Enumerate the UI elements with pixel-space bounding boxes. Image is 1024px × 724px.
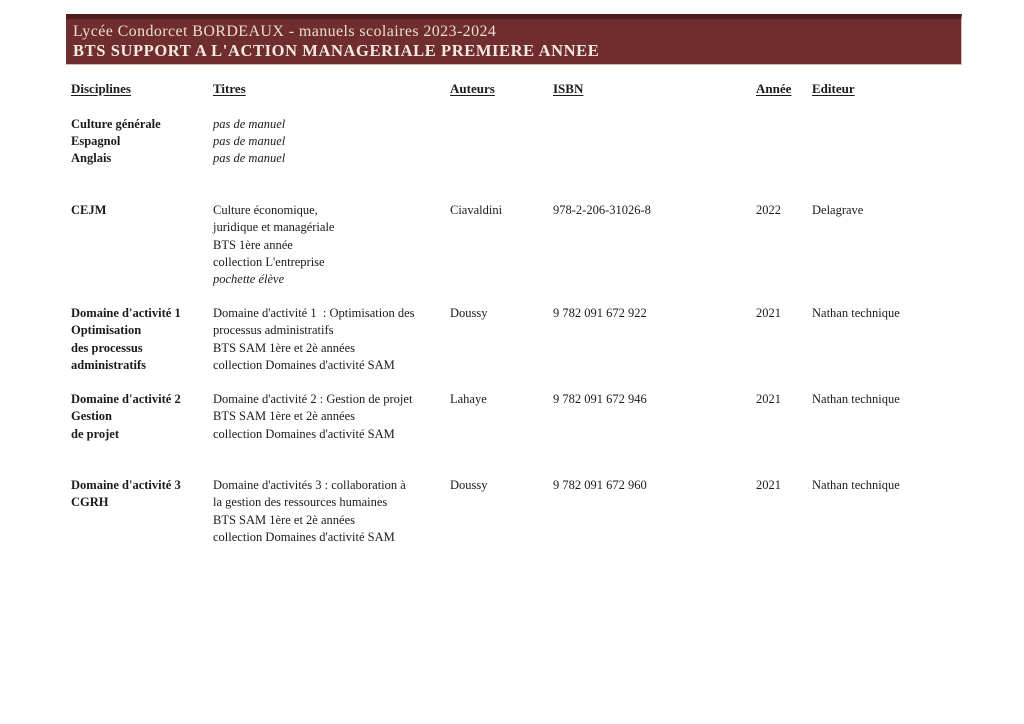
table-row [0, 150, 1024, 167]
year-cell [756, 116, 812, 133]
isbn-cell [553, 116, 756, 133]
publisher-cell [812, 133, 1024, 150]
author-cell [450, 133, 553, 150]
publisher-cell: Delagrave [812, 203, 864, 217]
table-row [0, 116, 1024, 133]
isbn-cell [553, 150, 756, 167]
publisher-cell: Nathan technique [812, 306, 900, 320]
discipline-cell: CEJM [71, 203, 107, 217]
table-row [0, 391, 1024, 443]
header-banner [66, 14, 962, 65]
discipline-cell: Domaine d'activité 2 Gestion de projet [71, 392, 181, 441]
year-cell [756, 133, 812, 150]
title-cell: Domaine d'activité 1 : Optimisation des processus administratifs BTS SAM 1ère et 2è années collection Domaines d'activité SAM [213, 306, 415, 372]
column-header-disciplines: Disciplines [71, 81, 131, 96]
isbn-cell: 9 782 091 672 946 [553, 392, 647, 406]
column-header-auteurs: Auteurs [450, 81, 495, 96]
author-cell: Lahaye [450, 392, 487, 406]
isbn-cell [553, 133, 756, 150]
column-header-titres: Titres [213, 81, 246, 96]
author-cell: Doussy [450, 478, 488, 492]
discipline-cell: Domaine d'activité 1 Optimisation des processus administratifs [71, 306, 181, 372]
author-cell: Ciavaldini [450, 203, 503, 217]
title-cell: Domaine d'activité 2 : Gestion de projet BTS SAM 1ère et 2è années collection Domaines d'activité SAM [213, 392, 413, 441]
year-cell: 2021 [756, 392, 781, 406]
table-row [0, 305, 1024, 374]
title-cell: Culture économique, juridique et managériale BTS 1ère année collection L'entreprise pochette élève [213, 203, 335, 287]
discipline-cell: Culture générale [71, 117, 161, 131]
isbn-cell: 9 782 091 672 922 [553, 306, 647, 320]
column-header-isbn: ISBN [553, 81, 584, 96]
discipline-cell: Anglais [71, 151, 112, 165]
title-cell: pas de manuel [213, 134, 286, 148]
school-title: Lycée Condorcet BORDEAUX - manuels scolaires 2023-2024 [73, 23, 497, 40]
publisher-cell [812, 150, 1024, 167]
publisher-cell: Nathan technique [812, 392, 900, 406]
year-cell: 2021 [756, 478, 781, 492]
table-row [0, 477, 1024, 546]
discipline-cell: Espagnol [71, 134, 121, 148]
table-row [0, 133, 1024, 150]
author-cell [450, 150, 553, 167]
discipline-cell: Domaine d'activité 3 CGRH [71, 478, 181, 510]
publisher-cell: Nathan technique [812, 478, 900, 492]
author-cell: Doussy [450, 306, 488, 320]
title-cell: pas de manuel [213, 117, 286, 131]
isbn-cell: 9 782 091 672 960 [553, 478, 647, 492]
table-row [0, 202, 1024, 288]
year-cell: 2021 [756, 306, 781, 320]
column-header-editeur: Editeur [812, 81, 855, 96]
table-header-row [0, 80, 1024, 97]
column-header-annee: Année [756, 81, 792, 96]
author-cell [450, 116, 553, 133]
isbn-cell: 978-2-206-31026-8 [553, 203, 651, 217]
title-cell: pas de manuel [213, 151, 286, 165]
year-cell: 2022 [756, 203, 781, 217]
year-cell [756, 150, 812, 167]
program-title: BTS SUPPORT A L'ACTION MANAGERIALE PREMIERE ANNEE [73, 41, 600, 60]
title-cell: Domaine d'activités 3 : collaboration à la gestion des ressources humaines BTS SAM 1ère et 2è années collection Domaines d'activité SAM [213, 478, 406, 544]
publisher-cell [812, 116, 1024, 133]
